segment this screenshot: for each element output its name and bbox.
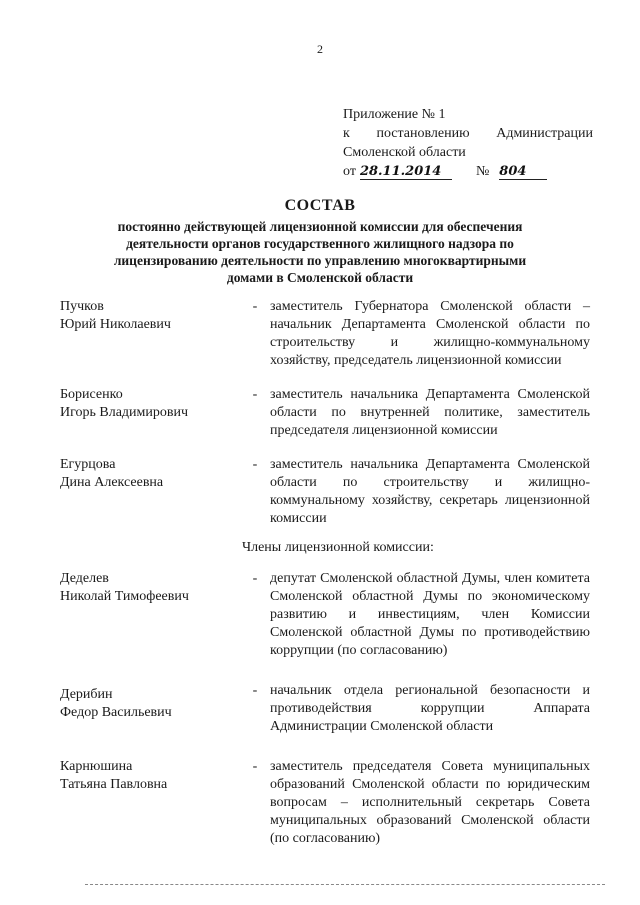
member-row: Борисенко Игорь Владимирович - заместитель начальника Департамента Смоленской области по внутренней политике, заместитель председателя лицензионной комиссии [60,387,590,438]
page-number: 2 [317,42,323,56]
appendix-block [343,105,593,181]
member-row: Дерибин Федор Васильевич - начальник отдела региональной безопасности и противодействия коррупции Аппарата Администрации Смоленской области [60,683,590,734]
member-row: Пучков Юрий Николаевич - заместитель Губернатора Смоленской области – начальник Департамента Смоленской области по строительству и жилищно-коммунальному хозяйству, председатель лицензионной комиссии [60,299,590,368]
appendix-reference: к постановлению Администрации [343,126,593,141]
page-divider [85,884,605,885]
handwritten-date: 28.11.2014 [359,164,442,179]
member-row: Карнюшина Татьяна Павловна - заместитель председателя Совета муниципальных образований Смоленской области по юридическим вопросам – исполнительный секретарь Совета муниципальных образований Смоленской области (по согласованию) [60,759,590,846]
appendix-region: Смоленской области [343,145,466,160]
member-row: Деделев Николай Тимофеевич - депутат Смоленской областной Думы, член комитета Смоленской областной Думы по экономическому развитию и инвестициям, член Комиссии Смоленской областной Думы по противодействию коррупции (по согласованию) [60,571,590,658]
member-row: Егурцова Дина Алексеевна - заместитель начальника Департамента Смоленской области по строительству и жилищно-коммунальному хозяйству, секретарь лицензионной комиссии [60,457,590,526]
commission-list [60,298,590,848]
handwritten-number: 804 [499,164,527,179]
appendix-date-number: от 28.11.2014 № 804 [343,162,593,181]
document-title: СОСТАВ [284,197,356,214]
members-heading: Члены лицензионной комиссии: [242,540,434,555]
document-subtitle: постоянно действующей лицензионной комиссии для обеспечения деятельности органов государственного жилищного надзора по лицензированию деятельности по управлению многоквартирными домами в Смоленской области [113,219,527,285]
appendix-title: Приложение № 1 [343,107,446,122]
